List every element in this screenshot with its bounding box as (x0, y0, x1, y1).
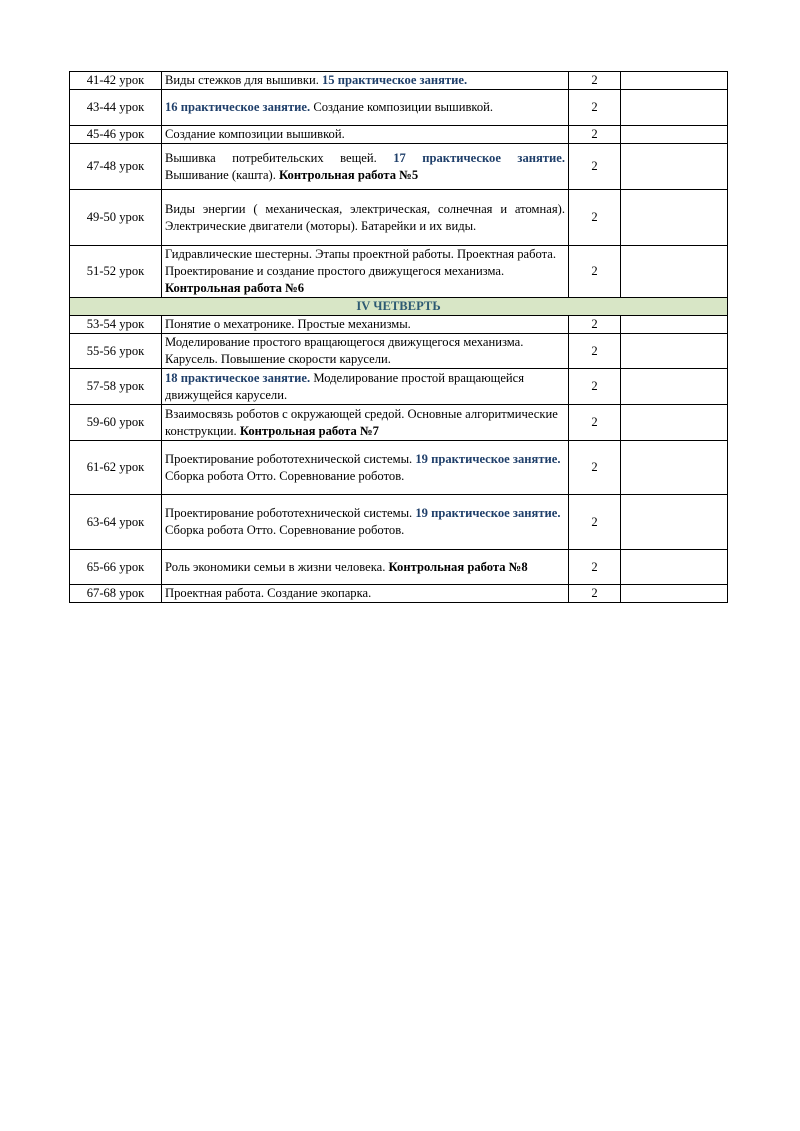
lesson-topic (162, 144, 569, 190)
lesson-date-cell (621, 190, 728, 246)
practical-lesson-label: 15 практическое занятие. (322, 73, 468, 87)
practical-lesson-label: 16 практическое занятие. (165, 100, 314, 114)
lesson-date-cell (621, 72, 728, 90)
lesson-number: 53-54 урок (70, 316, 162, 334)
table-row (70, 405, 728, 441)
lesson-hours: 2 (569, 126, 621, 144)
lesson-date-cell (621, 246, 728, 298)
topic-text: Сборка робота Отто. Соревнование роботов. (165, 468, 405, 483)
lesson-number: 45-46 урок (70, 126, 162, 144)
topic-text: Сборка робота Отто. Соревнование роботов. (165, 523, 405, 537)
lesson-date-cell (621, 369, 728, 405)
topic-text: Проектная работа. Создание экопарка. (165, 586, 372, 600)
topic-text: Взаимосвязь роботов с окружающей средой. Основные алгоритмические конструкции. (165, 406, 558, 438)
lesson-plan-body (70, 72, 728, 603)
lesson-date-cell (621, 144, 728, 190)
lesson-date-cell (621, 405, 728, 441)
table-row (70, 495, 728, 550)
lesson-number: 49-50 урок (70, 190, 162, 246)
lesson-number: 43-44 урок (70, 90, 162, 126)
topic-text: Вышивка потребительских вещей. (165, 150, 394, 165)
lesson-hours: 2 (569, 369, 621, 405)
lesson-topic (162, 441, 569, 495)
topic-text: Моделирование простой вращающейся движущейся карусели. (165, 370, 525, 402)
lesson-topic (162, 550, 569, 585)
lesson-number: 63-64 урок (70, 495, 162, 550)
lesson-hours: 2 (569, 495, 621, 550)
lesson-number: 55-56 урок (70, 334, 162, 369)
topic-text: Проектирование робототехнической системы. (165, 451, 416, 466)
lesson-number: 41-42 урок (70, 72, 162, 90)
lesson-number: 65-66 урок (70, 550, 162, 585)
lesson-topic (162, 126, 569, 144)
table-row (70, 316, 728, 334)
topic-text: Моделирование простого вращающегося движущегося механизма. Карусель. Повышение скорости карусели. (165, 335, 524, 366)
lesson-hours: 2 (569, 190, 621, 246)
lesson-date-cell (621, 334, 728, 369)
topic-text: Понятие о мехатронике. Простые механизмы. (165, 317, 411, 331)
lesson-date-cell (621, 441, 728, 495)
practical-lesson-label: 18 практическое занятие. (165, 370, 311, 385)
control-work-label: Контрольная работа №5 (279, 167, 419, 182)
lesson-hours: 2 (569, 90, 621, 126)
table-row (70, 90, 728, 126)
lesson-topic (162, 90, 569, 126)
lesson-hours: 2 (569, 405, 621, 441)
topic-text: Роль экономики семьи в жизни человека. (165, 559, 389, 574)
lesson-hours: 2 (569, 246, 621, 298)
lesson-hours: 2 (569, 550, 621, 585)
quarter-heading-row (70, 298, 728, 316)
practical-lesson-label: 19 практическое занятие. (415, 451, 561, 466)
control-work-label: Контрольная работа №7 (239, 423, 379, 438)
lesson-topic (162, 585, 569, 603)
lesson-date-cell (621, 316, 728, 334)
table-row (70, 126, 728, 144)
lesson-number: 67-68 урок (70, 585, 162, 603)
table-row (70, 144, 728, 190)
table-row (70, 585, 728, 603)
lesson-number: 59-60 урок (70, 405, 162, 441)
lesson-date-cell (621, 550, 728, 585)
lesson-topic (162, 316, 569, 334)
topic-text: Вышивание (кашта). (165, 167, 280, 182)
table-row (70, 441, 728, 495)
topic-text: Создание композиции вышивкой. (165, 127, 345, 141)
lesson-topic (162, 369, 569, 405)
topic-text: Создание композиции вышивкой. (313, 100, 494, 114)
lesson-topic (162, 72, 569, 90)
table-row (70, 334, 728, 369)
lesson-topic (162, 495, 569, 550)
lesson-topic (162, 246, 569, 298)
topic-text: Гидравлические шестерны. Этапы проектной работы. Проектная работа. Проектирование и создание простого движущегося механизма. (165, 247, 557, 278)
topic-text: Проектирование робототехнической системы. (165, 506, 416, 520)
lesson-hours: 2 (569, 334, 621, 369)
table-row (70, 550, 728, 585)
lesson-date-cell (621, 585, 728, 603)
lesson-topic (162, 405, 569, 441)
lesson-hours: 2 (569, 585, 621, 603)
lesson-number: 61-62 урок (70, 441, 162, 495)
table-row (70, 246, 728, 298)
table-row (70, 369, 728, 405)
topic-text: Виды энергии ( механическая, электрическая, солнечная и атомная). Электрические двигатели (моторы). Батарейки и их виды. (165, 201, 565, 233)
practical-lesson-label: 19 практическое занятие. (415, 506, 561, 520)
lesson-date-cell (621, 495, 728, 550)
lesson-hours: 2 (569, 316, 621, 334)
lesson-plan-table (69, 71, 728, 603)
topic-text: Виды стежков для вышивки. (165, 73, 322, 87)
table-row (70, 190, 728, 246)
control-work-label: Контрольная работа №8 (388, 559, 528, 574)
lesson-hours: 2 (569, 72, 621, 90)
control-work-label: Контрольная работа №6 (165, 281, 305, 295)
lesson-date-cell (621, 126, 728, 144)
lesson-number: 47-48 урок (70, 144, 162, 190)
lesson-date-cell (621, 90, 728, 126)
practical-lesson-label: 17 практическое занятие. (393, 150, 565, 165)
quarter-heading: IV ЧЕТВЕРТЬ (70, 298, 728, 316)
lesson-topic (162, 190, 569, 246)
lesson-topic (162, 334, 569, 369)
table-row (70, 72, 728, 90)
lesson-hours: 2 (569, 144, 621, 190)
lesson-hours: 2 (569, 441, 621, 495)
lesson-number: 57-58 урок (70, 369, 162, 405)
lesson-number: 51-52 урок (70, 246, 162, 298)
